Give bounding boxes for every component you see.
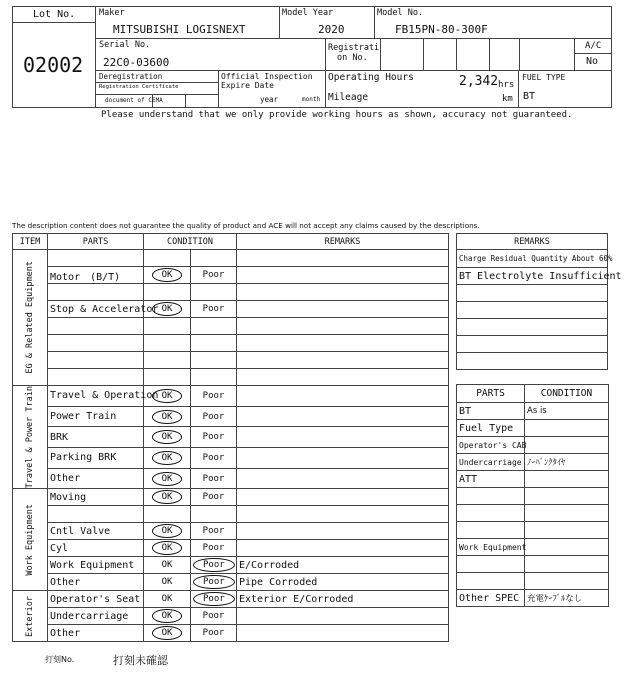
parts-box-condition bbox=[525, 437, 609, 454]
condition-ok[interactable] bbox=[144, 369, 191, 386]
parts-box-condition: ﾉｰﾊﾞﾝｸﾀｲﾔ bbox=[525, 454, 609, 471]
remark bbox=[237, 625, 449, 642]
lot-label: Lot No. bbox=[33, 9, 76, 20]
month-label: month bbox=[302, 96, 321, 103]
parts-box-part bbox=[457, 505, 525, 522]
condition-ok-label: OK bbox=[152, 626, 183, 640]
table-row bbox=[13, 574, 449, 591]
table-row bbox=[13, 352, 449, 369]
part-name: Undercarriage bbox=[48, 608, 144, 625]
remark bbox=[237, 506, 449, 523]
remark bbox=[237, 468, 449, 489]
remarks-box-row bbox=[457, 353, 608, 370]
table-row bbox=[13, 386, 449, 407]
part-name: Other bbox=[48, 625, 144, 642]
condition-ok[interactable] bbox=[144, 284, 191, 301]
header-parts: PARTS bbox=[48, 234, 144, 250]
condition-ok-label: OK bbox=[152, 410, 183, 424]
table-row bbox=[13, 468, 449, 489]
group-work bbox=[13, 489, 48, 591]
year-label: year bbox=[260, 95, 279, 104]
condition-poor-label: Poor bbox=[202, 526, 225, 537]
condition-poor-label: Poor bbox=[202, 411, 225, 422]
condition-poor[interactable] bbox=[191, 540, 237, 557]
table-row bbox=[13, 625, 449, 642]
part-name bbox=[48, 284, 144, 301]
condition-ok[interactable] bbox=[144, 267, 191, 284]
remark bbox=[237, 448, 449, 469]
remark bbox=[237, 318, 449, 335]
condition-poor[interactable] bbox=[191, 625, 237, 642]
parts-box-header: PARTS bbox=[457, 385, 525, 403]
part-name: Cyl bbox=[48, 540, 144, 557]
parts-box-condition bbox=[525, 539, 609, 556]
lot-box bbox=[12, 6, 96, 108]
remarks-box-row: BT Electrolyte Insufficient bbox=[457, 268, 608, 285]
condition-poor-label: Poor bbox=[202, 611, 225, 622]
header-item: ITEM bbox=[13, 234, 48, 250]
model-year-value: 2020 bbox=[318, 23, 345, 36]
table-row bbox=[13, 608, 449, 625]
condition-ok[interactable] bbox=[144, 318, 191, 335]
condition-poor-label: Poor bbox=[202, 492, 225, 503]
parts-box-row bbox=[457, 522, 609, 539]
condition-poor-label: Poor bbox=[193, 592, 235, 606]
remark bbox=[237, 284, 449, 301]
mileage-label: Mileage bbox=[328, 92, 369, 103]
hrs-unit: hrs bbox=[498, 80, 515, 90]
remark bbox=[237, 386, 449, 407]
hours-notice: Please understand that we only provide working hours as shown, accuracy not guaranteed. bbox=[101, 110, 573, 120]
part-name: Power Train bbox=[48, 406, 144, 427]
table-row bbox=[13, 284, 449, 301]
table-row bbox=[13, 406, 449, 427]
parts-box-row bbox=[457, 454, 609, 471]
parts-box-condition bbox=[525, 471, 609, 488]
model-no-value: FB15PN-80-300F bbox=[395, 23, 488, 36]
part-name bbox=[48, 335, 144, 352]
table-row bbox=[13, 489, 449, 506]
condition-ok-label: OK bbox=[161, 560, 173, 571]
table-row bbox=[13, 427, 449, 448]
condition-poor[interactable] bbox=[191, 506, 237, 523]
parts-box bbox=[456, 384, 609, 607]
parts-box-part: Fuel Type bbox=[457, 420, 525, 437]
condition-poor[interactable] bbox=[191, 591, 237, 608]
condition-poor-label: Poor bbox=[202, 390, 225, 401]
parts-box-condition bbox=[525, 522, 609, 539]
condition-ok[interactable] bbox=[144, 335, 191, 352]
part-name: Parking BRK bbox=[48, 448, 144, 469]
condition-poor-label: Poor bbox=[202, 473, 225, 484]
condition-ok-label: OK bbox=[152, 389, 183, 403]
condition-poor[interactable] bbox=[191, 523, 237, 540]
fuel-type-label: FUEL TYPE bbox=[522, 73, 566, 82]
table-row bbox=[13, 540, 449, 557]
part-name: Moving bbox=[48, 489, 144, 506]
group-eg bbox=[13, 250, 48, 386]
parts-box-row bbox=[457, 573, 609, 590]
lot-number: 02002 bbox=[23, 53, 84, 77]
condition-poor[interactable] bbox=[191, 318, 237, 335]
group-exterior-label: Exterior bbox=[25, 595, 35, 637]
condition-poor[interactable] bbox=[191, 267, 237, 284]
parts-box-part: Operator's CAB bbox=[457, 437, 525, 454]
condition-poor[interactable] bbox=[191, 250, 237, 267]
parts-box-condition bbox=[525, 420, 609, 437]
parts-box-part bbox=[457, 488, 525, 505]
remark: E/Corroded bbox=[237, 557, 449, 574]
group-exterior bbox=[13, 591, 48, 642]
part-name bbox=[48, 369, 144, 386]
condition-ok[interactable] bbox=[144, 448, 191, 469]
serial-label: Serial No. bbox=[99, 40, 151, 50]
table-row bbox=[13, 250, 449, 267]
condition-ok-label: OK bbox=[152, 490, 183, 504]
part-name: Stop & Accelerator bbox=[48, 301, 144, 318]
km-unit: km bbox=[502, 94, 513, 104]
parts-box-condition: 充電ｹｰﾌﾞﾙなし bbox=[525, 590, 609, 607]
remark bbox=[237, 369, 449, 386]
operating-hours-label: Operating Hours bbox=[328, 72, 414, 83]
remarks-box-row bbox=[457, 285, 608, 302]
condition-ok[interactable] bbox=[144, 250, 191, 267]
parts-box-part bbox=[457, 573, 525, 590]
condition-ok[interactable] bbox=[144, 625, 191, 642]
condition-ok[interactable] bbox=[144, 406, 191, 427]
condition-ok[interactable] bbox=[144, 352, 191, 369]
condition-poor-label: Poor bbox=[193, 575, 235, 589]
parts-box-row bbox=[457, 556, 609, 573]
condition-ok-label: OK bbox=[152, 451, 183, 465]
parts-box-row bbox=[457, 539, 609, 556]
condition-poor-label: Poor bbox=[202, 452, 225, 463]
condition-ok[interactable] bbox=[144, 591, 191, 608]
parts-box-part bbox=[457, 556, 525, 573]
remark: Pipe Corroded bbox=[237, 574, 449, 591]
operating-hours-value: 2,342 bbox=[459, 74, 499, 89]
remarks-box-row bbox=[457, 336, 608, 353]
parts-box-part: Undercarriage bbox=[457, 454, 525, 471]
condition-poor-label: Poor bbox=[202, 304, 225, 314]
remarks-box-row bbox=[457, 319, 608, 336]
parts-box-part: BT bbox=[457, 403, 525, 420]
parts-box-condition bbox=[525, 556, 609, 573]
remark bbox=[237, 267, 449, 284]
condition-ok-label: OK bbox=[152, 472, 183, 486]
remark bbox=[237, 608, 449, 625]
table-row bbox=[13, 557, 449, 574]
parts-box-row bbox=[457, 437, 609, 454]
remark bbox=[237, 406, 449, 427]
parts-box-condition bbox=[525, 488, 609, 505]
table-row bbox=[13, 448, 449, 469]
cema-label: document of CEMA bbox=[105, 97, 163, 104]
remark bbox=[237, 250, 449, 267]
part-name bbox=[48, 352, 144, 369]
fuel-type-value: BT bbox=[523, 91, 536, 102]
parts-box-part: Work Equipment bbox=[457, 539, 525, 556]
condition-poor[interactable] bbox=[191, 427, 237, 448]
registration-certificate-label: Registration Certificate bbox=[99, 84, 179, 90]
serial-value: 22C0-03600 bbox=[103, 56, 170, 69]
remark bbox=[237, 427, 449, 448]
parts-box-row bbox=[457, 403, 609, 420]
part-name: Cntl Valve bbox=[48, 523, 144, 540]
remark bbox=[237, 489, 449, 506]
part-name: Other bbox=[48, 574, 144, 591]
condition-table bbox=[12, 233, 449, 642]
group-eg-label: EG & Related Equipment bbox=[25, 261, 35, 374]
condition-poor[interactable] bbox=[191, 608, 237, 625]
table-row bbox=[13, 318, 449, 335]
part-name: Operator's Seat bbox=[48, 591, 144, 608]
condition-poor[interactable] bbox=[191, 335, 237, 352]
condition-poor-label: Poor bbox=[202, 543, 225, 554]
condition-poor[interactable] bbox=[191, 369, 237, 386]
condition-ok[interactable] bbox=[144, 506, 191, 523]
part-name: Other bbox=[48, 468, 144, 489]
remark: Exterior E/Corroded bbox=[237, 591, 449, 608]
parts-box-row bbox=[457, 420, 609, 437]
condition-poor[interactable] bbox=[191, 557, 237, 574]
condition-poor[interactable] bbox=[191, 301, 237, 318]
condition-poor[interactable] bbox=[191, 468, 237, 489]
parts-box-part bbox=[457, 522, 525, 539]
condition-ok[interactable] bbox=[144, 523, 191, 540]
condition-poor[interactable] bbox=[191, 574, 237, 591]
remarks-box bbox=[456, 233, 622, 370]
stamp-no-label: 打刻No. bbox=[45, 655, 75, 664]
remarks-box-row: Charge Residual Quantity About 60% bbox=[457, 250, 608, 268]
condition-ok-label: OK bbox=[152, 268, 183, 282]
remark bbox=[237, 335, 449, 352]
condition-ok[interactable] bbox=[144, 574, 191, 591]
condition-poor-label: Poor bbox=[202, 270, 225, 280]
group-work-label: Work Equipment bbox=[25, 504, 35, 576]
remark bbox=[237, 301, 449, 318]
condition-ok-label: OK bbox=[152, 302, 183, 316]
condition-poor-label: Poor bbox=[202, 628, 225, 639]
condition-poor-label: Poor bbox=[193, 558, 235, 572]
table-row bbox=[13, 369, 449, 386]
table-row bbox=[13, 267, 449, 284]
remark bbox=[237, 523, 449, 540]
parts-box-condition bbox=[525, 573, 609, 590]
part-name bbox=[48, 318, 144, 335]
parts-box-row bbox=[457, 471, 609, 488]
header-grid bbox=[95, 6, 612, 108]
parts-box-condition bbox=[525, 505, 609, 522]
group-travel-label: Travel & Power Train bbox=[25, 386, 35, 489]
header-condition: CONDITION bbox=[144, 234, 237, 250]
condition-ok[interactable] bbox=[144, 557, 191, 574]
part-name: BRK bbox=[48, 427, 144, 448]
part-name: Work Equipment bbox=[48, 557, 144, 574]
model-no-label: Model No. bbox=[377, 8, 424, 18]
condition-ok-label: OK bbox=[152, 524, 183, 538]
condition-poor[interactable] bbox=[191, 284, 237, 301]
condition-poor[interactable] bbox=[191, 386, 237, 407]
remarks-box-title: REMARKS bbox=[457, 234, 608, 250]
registration-label: Registrati bbox=[328, 43, 380, 53]
inspection-label-2: Expire Date bbox=[221, 81, 274, 90]
parts-box-part: ATT bbox=[457, 471, 525, 488]
model-year-label: Model Year bbox=[282, 8, 334, 18]
condition-ok-label: OK bbox=[152, 609, 183, 623]
table-row bbox=[13, 301, 449, 318]
remark bbox=[237, 352, 449, 369]
part-name bbox=[48, 250, 144, 267]
condition-poor-label: Poor bbox=[202, 432, 225, 443]
condition-ok[interactable] bbox=[144, 427, 191, 448]
condition-poor[interactable] bbox=[191, 352, 237, 369]
condition-ok-label: OK bbox=[161, 594, 173, 605]
condition-ok-label: OK bbox=[152, 541, 183, 555]
parts-box-row bbox=[457, 488, 609, 505]
condition-poor[interactable] bbox=[191, 448, 237, 469]
condition-ok[interactable] bbox=[144, 489, 191, 506]
condition-ok[interactable] bbox=[144, 468, 191, 489]
inspection-label: Official Inspection bbox=[221, 72, 313, 81]
parts-box-part: Other SPEC bbox=[457, 590, 525, 607]
part-name: Travel & Operation bbox=[48, 386, 144, 407]
remarks-box-row bbox=[457, 302, 608, 319]
condition-ok[interactable] bbox=[144, 608, 191, 625]
table-row bbox=[13, 506, 449, 523]
table-row bbox=[13, 523, 449, 540]
parts-box-row bbox=[457, 505, 609, 522]
condition-ok-label: OK bbox=[152, 430, 183, 444]
ac-label: A/C bbox=[585, 41, 602, 51]
maker-value: MITSUBISHI LOGISNEXT bbox=[113, 23, 246, 36]
condition-ok-label: OK bbox=[161, 577, 173, 588]
condition-poor[interactable] bbox=[191, 489, 237, 506]
maker-label: Maker bbox=[99, 8, 125, 18]
registration-label-2: on No. bbox=[337, 53, 368, 63]
remark bbox=[237, 540, 449, 557]
parts-box-condition: As is bbox=[525, 403, 609, 420]
group-travel bbox=[13, 386, 48, 489]
parts-box-row bbox=[457, 590, 609, 607]
table-row bbox=[13, 335, 449, 352]
parts-box-condition-header: CONDITION bbox=[525, 385, 609, 403]
header-remarks: REMARKS bbox=[237, 234, 449, 250]
disclaimer: The description content does not guarantee the quality of product and ACE will not accept any claims caused by the descriptions. bbox=[12, 221, 480, 230]
condition-ok[interactable] bbox=[144, 540, 191, 557]
table-row bbox=[13, 591, 449, 608]
part-name: Motor (B/T) bbox=[48, 267, 144, 284]
deregistration-label: Deregistration bbox=[99, 72, 163, 81]
ac-value: No bbox=[586, 56, 599, 67]
stamp-no-value: 打刻未確認 bbox=[113, 654, 168, 667]
condition-poor[interactable] bbox=[191, 406, 237, 427]
part-name bbox=[48, 506, 144, 523]
